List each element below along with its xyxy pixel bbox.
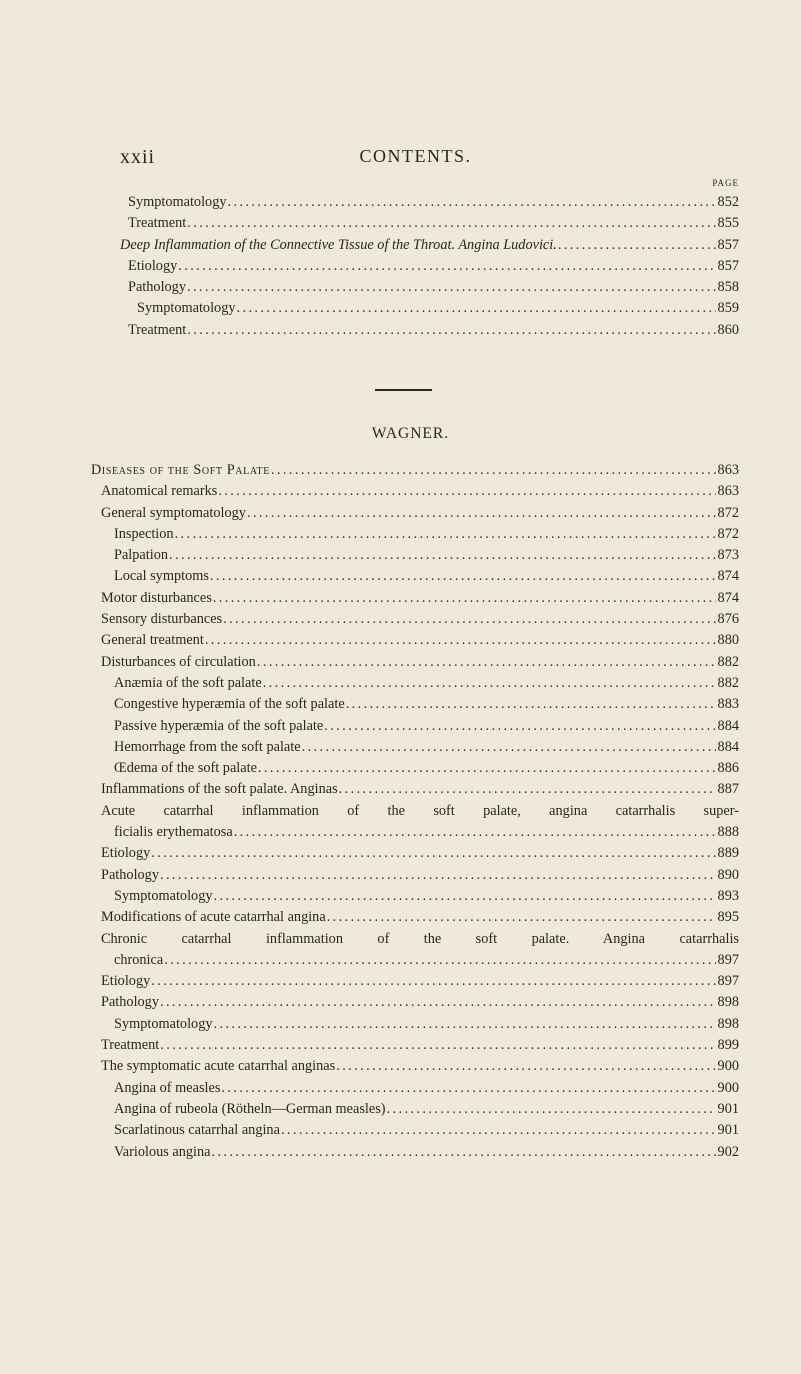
toc-entry[interactable]: Passive hyperæmia of the soft palate ..... 884 <box>0 716 801 737</box>
toc-entry[interactable]: Scarlatinous catarrhal angina ..... 901 <box>0 1120 801 1141</box>
page-number: xxii <box>120 146 156 168</box>
toc-entry[interactable]: General treatment ..... 880 <box>0 630 801 651</box>
toc-entry[interactable]: Palpation ..... 873 <box>0 545 801 566</box>
toc-entry[interactable]: Anæmia of the soft palate ..... 882 <box>0 673 801 694</box>
section-divider <box>375 389 432 391</box>
toc-entry-wrapped-line[interactable]: Acute catarrhal inflammation of the soft palate, angina catarrhalis super- <box>101 802 739 819</box>
toc-entry[interactable]: Congestive hyperæmia of the soft palate ..... 883 <box>0 694 801 715</box>
toc-entry[interactable]: The symptomatic acute catarrhal anginas ..... 900 <box>0 1056 801 1077</box>
toc-entry[interactable]: Treatment ..... 899 <box>0 1035 801 1056</box>
toc-entry[interactable]: Symptomatology ..... 859 <box>0 298 801 319</box>
toc-entry-chapter[interactable]: Diseases of the Soft Palate ..... 863 <box>0 460 801 481</box>
toc-entry[interactable]: ficialis erythematosa ..... 888 <box>0 822 801 843</box>
toc-entry[interactable]: Symptomatology ..... 893 <box>0 886 801 907</box>
toc-entry[interactable]: Symptomatology ..... 898 <box>0 1014 801 1035</box>
section-author-title: WAGNER. <box>371 425 450 442</box>
toc-entry[interactable]: Œdema of the soft palate ..... 886 <box>0 758 801 779</box>
toc-entry[interactable]: Pathology ..... 898 <box>0 992 801 1013</box>
toc-entry[interactable]: Modifications of acute catarrhal angina ..... 895 <box>0 907 801 928</box>
toc-entry-heading[interactable]: Deep Inflammation of the Connective Tissue of the Throat. Angina Ludovici. ..... 857 <box>0 235 801 256</box>
toc-entry[interactable]: Treatment ..... 855 <box>0 213 801 234</box>
toc-continued-list <box>0 192 801 341</box>
toc-entry[interactable]: Motor disturbances ..... 874 <box>0 588 801 609</box>
running-head-title: CONTENTS. <box>359 146 472 166</box>
toc-entry[interactable]: Variolous angina ..... 902 <box>0 1142 801 1163</box>
toc-entry[interactable]: Treatment ..... 860 <box>0 320 801 341</box>
toc-entry[interactable]: Etiology ..... 889 <box>0 843 801 864</box>
toc-entry[interactable]: Anatomical remarks ..... 863 <box>0 481 801 502</box>
toc-entry[interactable]: Pathology ..... 858 <box>0 277 801 298</box>
toc-entry[interactable]: Pathology ..... 890 <box>0 865 801 886</box>
toc-entry[interactable]: Disturbances of circulation ..... 882 <box>0 652 801 673</box>
toc-entry-wrapped-line[interactable]: Chronic catarrhal inflammation of the soft palate. Angina catarrhalis <box>101 930 739 947</box>
page-column-label: PAGE <box>712 178 739 188</box>
toc-main-list <box>0 460 801 1163</box>
toc-entry[interactable]: Angina of measles ..... 900 <box>0 1078 801 1099</box>
toc-entry[interactable]: chronica ..... 897 <box>0 950 801 971</box>
toc-entry[interactable]: Angina of rubeola (Rötheln—German measles) ..... 901 <box>0 1099 801 1120</box>
toc-entry[interactable]: Sensory disturbances ..... 876 <box>0 609 801 630</box>
toc-entry[interactable]: Inspection ..... 872 <box>0 524 801 545</box>
toc-entry[interactable]: Etiology ..... 897 <box>0 971 801 992</box>
toc-entry[interactable]: Hemorrhage from the soft palate ..... 884 <box>0 737 801 758</box>
toc-entry[interactable]: General symptomatology ..... 872 <box>0 503 801 524</box>
running-head <box>120 146 681 170</box>
toc-entry[interactable]: Local symptoms ..... 874 <box>0 566 801 587</box>
toc-entry[interactable]: Symptomatology ..... 852 <box>0 192 801 213</box>
toc-entry[interactable]: Etiology ..... 857 <box>0 256 801 277</box>
toc-entry[interactable]: Inflammations of the soft palate. Anginas ..... 887 <box>0 779 801 800</box>
